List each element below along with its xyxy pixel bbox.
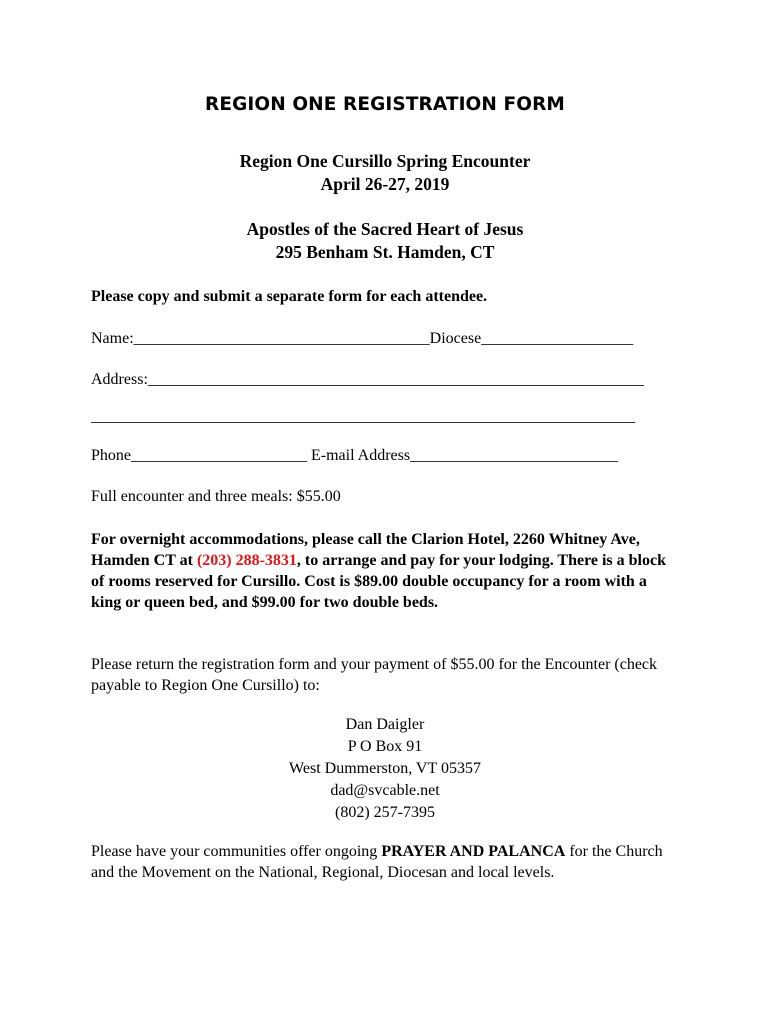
email-field[interactable]: __________________________ [410, 447, 619, 464]
mail-email: dad@svcable.net [330, 782, 440, 799]
name-label: Name: [91, 330, 134, 347]
diocese-field[interactable]: ___________________ [481, 330, 634, 347]
name-field[interactable]: _____________________________________ [133, 330, 430, 347]
return-paragraph: Please return the registration form and your payment of $55.00 for the Encounter (check payable to Region One Cursillo) to: [91, 656, 658, 694]
venue-address: 295 Benham St. Hamden, CT [275, 242, 495, 262]
overnight-paragraph [91, 529, 676, 613]
address-label: Address: [91, 371, 148, 388]
hotel-phone: (203) 288-3831 [196, 552, 297, 569]
closing-paragraph [91, 841, 681, 883]
diocese-label: Diocese [429, 330, 482, 347]
fee-text: Full encounter and three meals: $55.00 [91, 488, 341, 505]
overnight-text-2: , to arrange and pay for your lodging. There is a block of rooms reserved for Cursillo. Cost is $89.00 double occupancy for a room with a king or queen bed, and $99.00 for two double beds. [91, 552, 666, 611]
event-block [0, 150, 770, 196]
instruction-text: Please copy and submit a separate form for each attendee. [91, 288, 488, 305]
phone-field[interactable]: ______________________ [131, 447, 307, 464]
event-dates: April 26-27, 2019 [320, 174, 450, 194]
venue-name: Apostles of the Sacred Heart of Jesus [246, 219, 524, 239]
mail-city: West Dummerston, VT 05357 [289, 760, 481, 777]
phone-email-row [91, 446, 618, 466]
mail-box: P O Box 91 [347, 738, 423, 755]
name-diocese-row [91, 329, 633, 349]
address-field[interactable]: ______________________________________________________________ [147, 371, 644, 388]
closing-text-2: for the Church and the Movement on the National, Regional, Diocesan and local levels. [91, 843, 663, 881]
address-row-2 [91, 407, 635, 427]
form-title: REGION ONE REGISTRATION FORM [205, 94, 565, 115]
closing-text-1: Please have your communities offer ongoing [91, 843, 382, 860]
address-row [91, 370, 644, 390]
email-label: E-mail Address [307, 447, 411, 464]
event-name: Region One Cursillo Spring Encounter [239, 151, 531, 171]
phone-label: Phone [91, 447, 131, 464]
mailing-address [0, 714, 770, 824]
mail-name: Dan Daigler [345, 716, 425, 733]
mail-phone: (802) 257-7395 [335, 804, 435, 821]
venue-block [0, 218, 770, 264]
address-field-2[interactable]: ____________________________________________________________________ [91, 408, 635, 425]
overnight-text-1: For overnight accommodations, please call the Clarion Hotel, 2260 Whitney Ave, Hamden CT at [91, 531, 640, 569]
closing-emphasis: PRAYER AND PALANCA [381, 843, 566, 860]
